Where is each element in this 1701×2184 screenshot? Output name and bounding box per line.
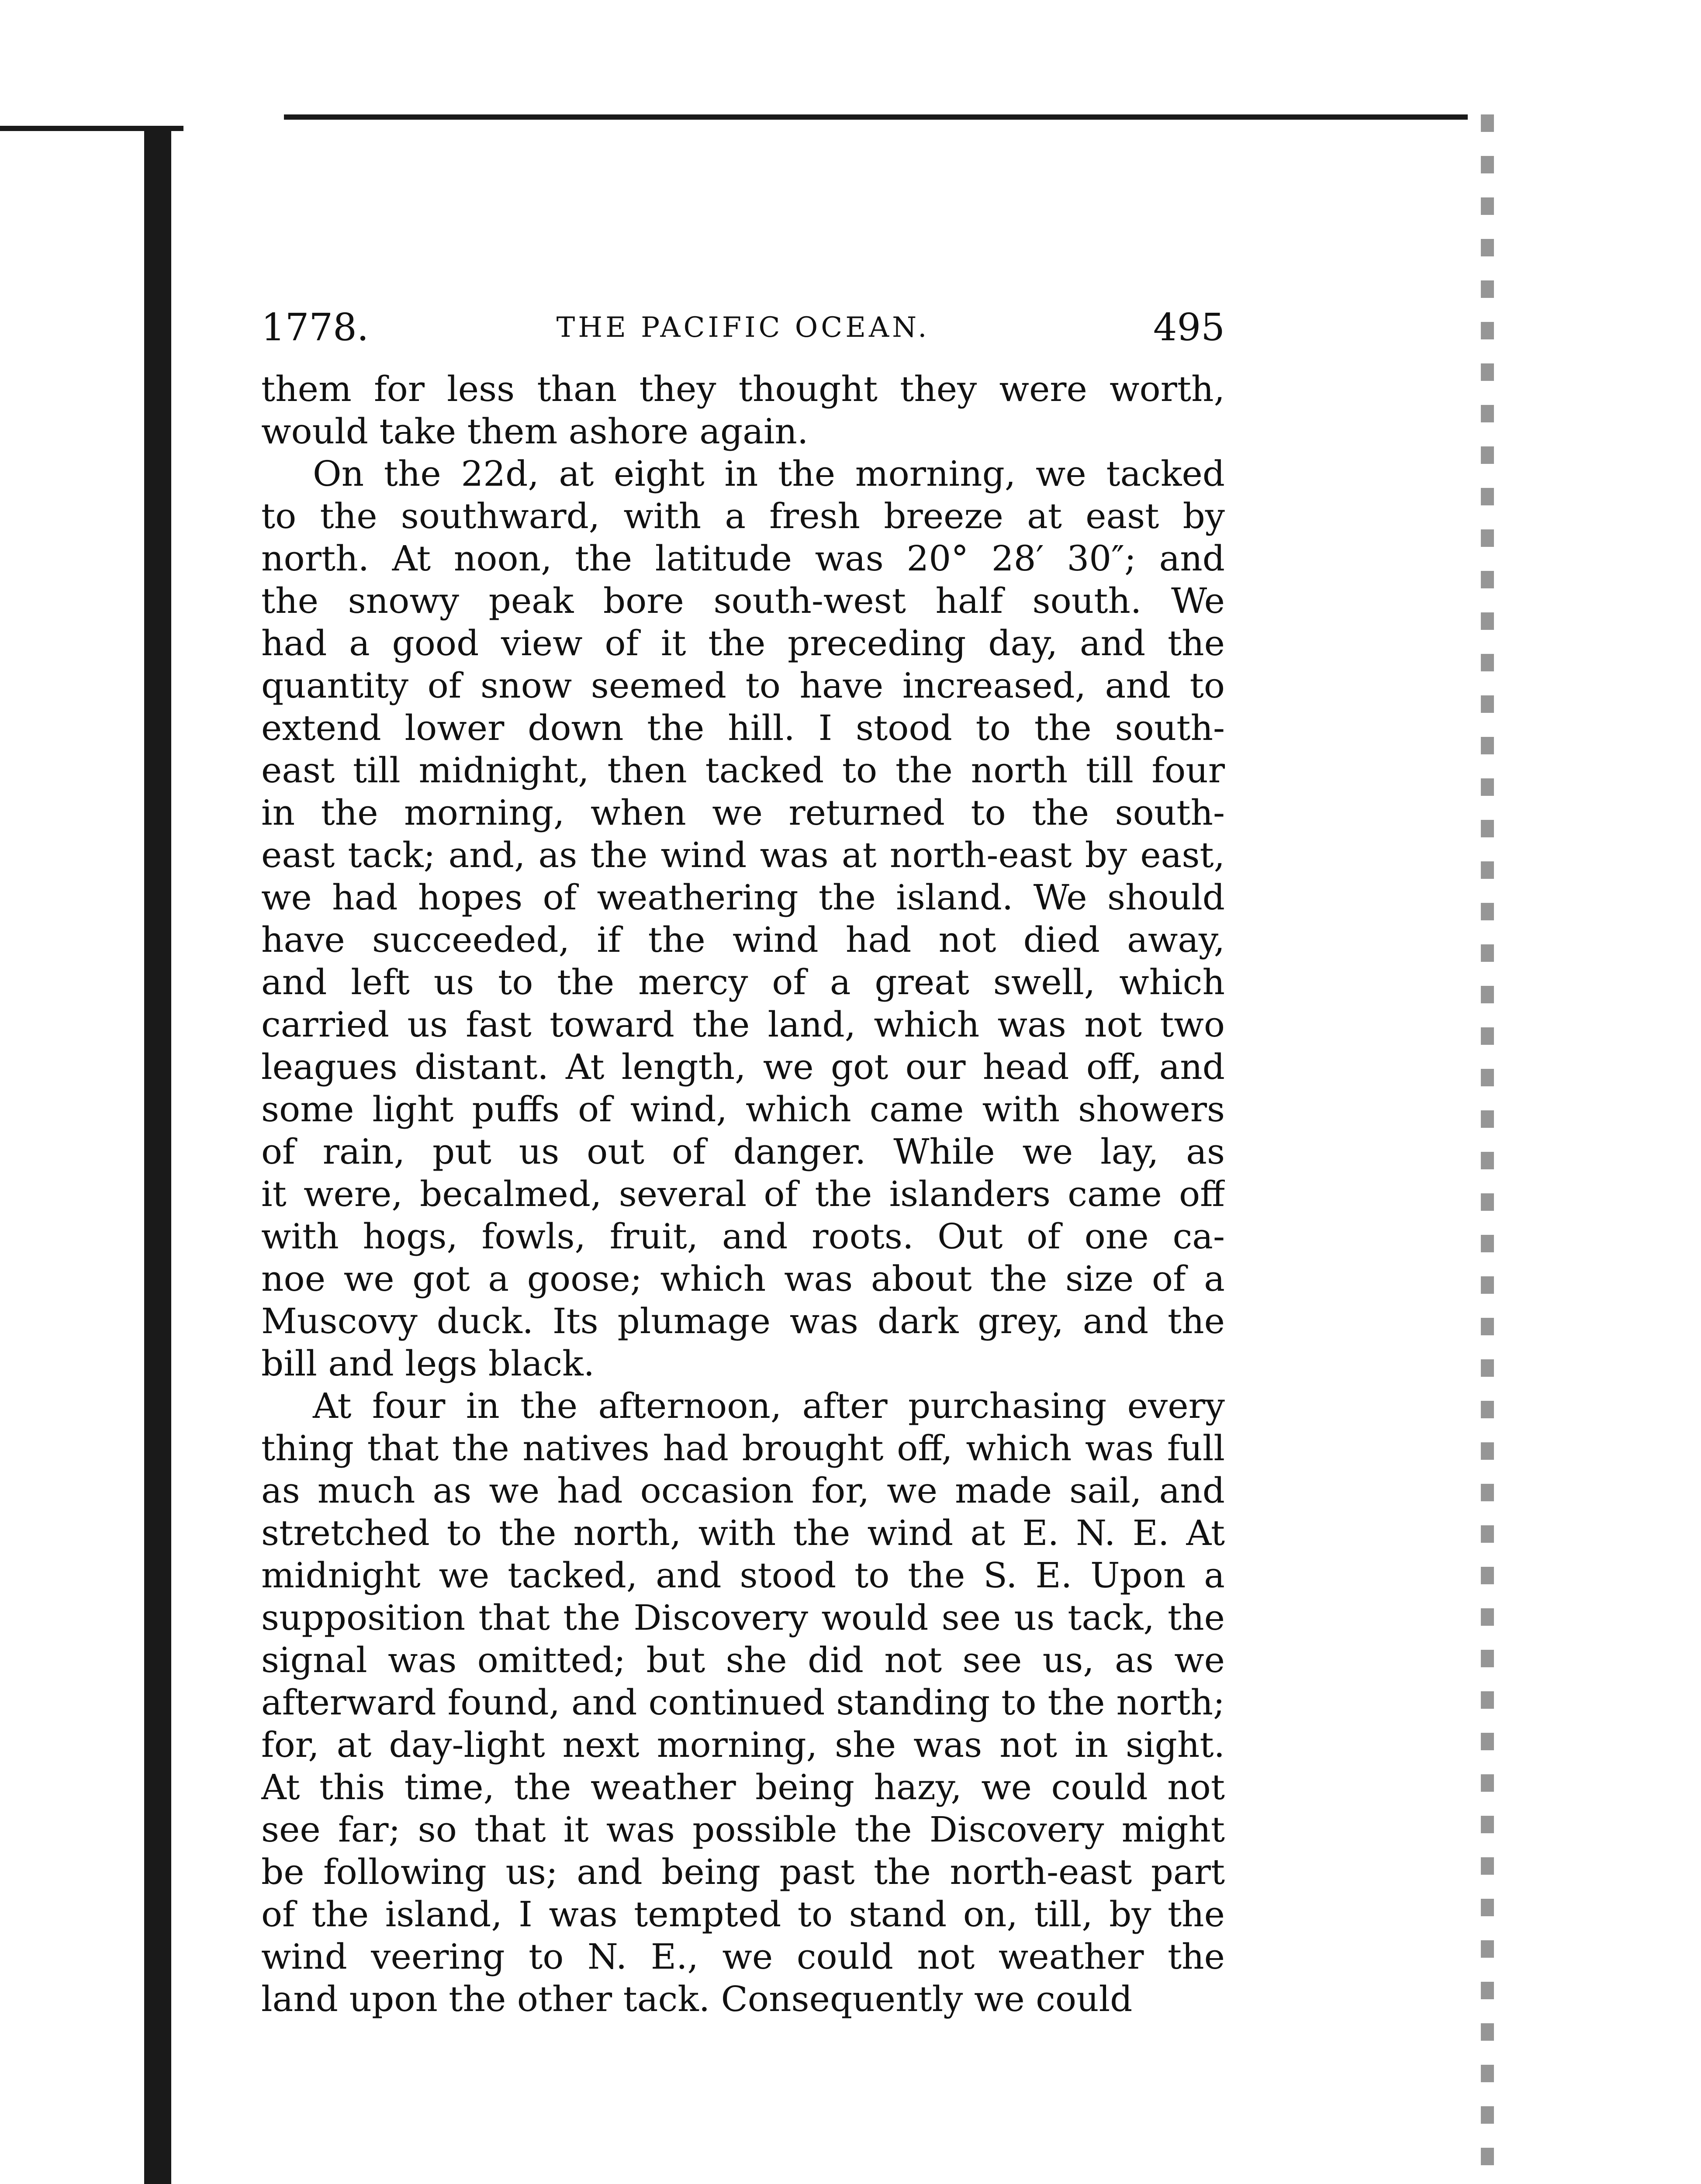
text-line: would take them ashore again. [261, 411, 809, 452]
text-line: had a good view of it the preceding day, and the [261, 623, 1225, 663]
text-line: carried us fast toward the land, which was not two [261, 1004, 1225, 1045]
text-line: On the 22d, at eight in the morning, we tacked [313, 453, 1225, 494]
text-line: see far; so that it was possible the Discovery might [261, 1809, 1225, 1850]
text-line: land upon the other tack. Consequently we could [261, 1979, 1133, 2019]
text-line: bill and legs black. [261, 1343, 595, 1384]
binding-edge-bar [144, 131, 171, 2184]
text-line: the snowy peak bore south-west half south. We [261, 581, 1225, 621]
binding-edge-cap [0, 126, 183, 131]
page-number: 495 [1153, 306, 1225, 349]
text-line: for, at day-light next morning, she was not in sight. [261, 1724, 1225, 1765]
text-line: midnight we tacked, and stood to the S. E. Upon a [261, 1555, 1225, 1596]
text-line: of rain, put us out of danger. While we lay, as [261, 1131, 1225, 1172]
paragraph [261, 1385, 1225, 2020]
text-line: as much as we had occasion for, we made sail, and [261, 1470, 1225, 1511]
paragraph [261, 453, 1225, 1385]
text-line: to the southward, with a fresh breeze at east by [261, 496, 1225, 536]
text-line: and left us to the mercy of a great swell, which [261, 962, 1225, 1002]
text-line: At four in the afternoon, after purchasing every [313, 1386, 1225, 1426]
text-line: north. At noon, the latitude was 20° 28′ 30″; and [261, 538, 1225, 579]
text-line: some light puffs of wind, which came with showers [261, 1089, 1225, 1130]
text-line: have succeeded, if the wind had not died away, [261, 919, 1225, 960]
text-line: signal was omitted; but she did not see us, as we [261, 1640, 1225, 1680]
text-line: Muscovy duck. Its plumage was dark grey, and the [261, 1301, 1225, 1341]
text-line: thing that the natives had brought off, which was full [261, 1428, 1225, 1469]
text-line: be following us; and being past the north-east part [261, 1852, 1225, 1892]
text-line: leagues distant. At length, we got our head off, and [261, 1047, 1225, 1087]
text-line: we had hopes of weathering the island. We should [261, 877, 1225, 918]
page-top-rule [284, 114, 1468, 120]
text-line: east till midnight, then tacked to the north till four [261, 750, 1225, 791]
text-line: supposition that the Discovery would see us tack, the [261, 1597, 1225, 1638]
body-text [261, 368, 1225, 2020]
running-head [261, 301, 1225, 354]
text-line: afterward found, and continued standing to the north; [261, 1682, 1225, 1723]
text-line: stretched to the north, with the wind at E. N. E. At [261, 1513, 1225, 1553]
text-line: quantity of snow seemed to have increased, and to [261, 665, 1225, 706]
paragraph [261, 368, 1225, 453]
text-line: wind veering to N. E., we could not weather the [261, 1936, 1225, 1977]
text-line: them for less than they thought they were worth, [261, 369, 1225, 409]
text-line: noe we got a goose; which was about the size of a [261, 1258, 1225, 1299]
text-line: At this time, the weather being hazy, we could not [261, 1767, 1225, 1807]
running-head-year: 1778. [261, 306, 369, 349]
text-line: in the morning, when we returned to the south- [261, 792, 1225, 833]
text-line: extend lower down the hill. I stood to the south- [261, 708, 1225, 748]
text-line: of the island, I was tempted to stand on, till, by the [261, 1894, 1225, 1935]
running-head-title: THE PACIFIC OCEAN. [556, 311, 930, 344]
text-line: east tack; and, as the wind was at north-east by east, [261, 835, 1225, 875]
text-line: with hogs, fowls, fruit, and roots. Out of one ca- [261, 1216, 1225, 1257]
text-line: it were, becalmed, several of the islanders came off [261, 1174, 1225, 1214]
scan-right-edge [1481, 114, 1494, 2184]
